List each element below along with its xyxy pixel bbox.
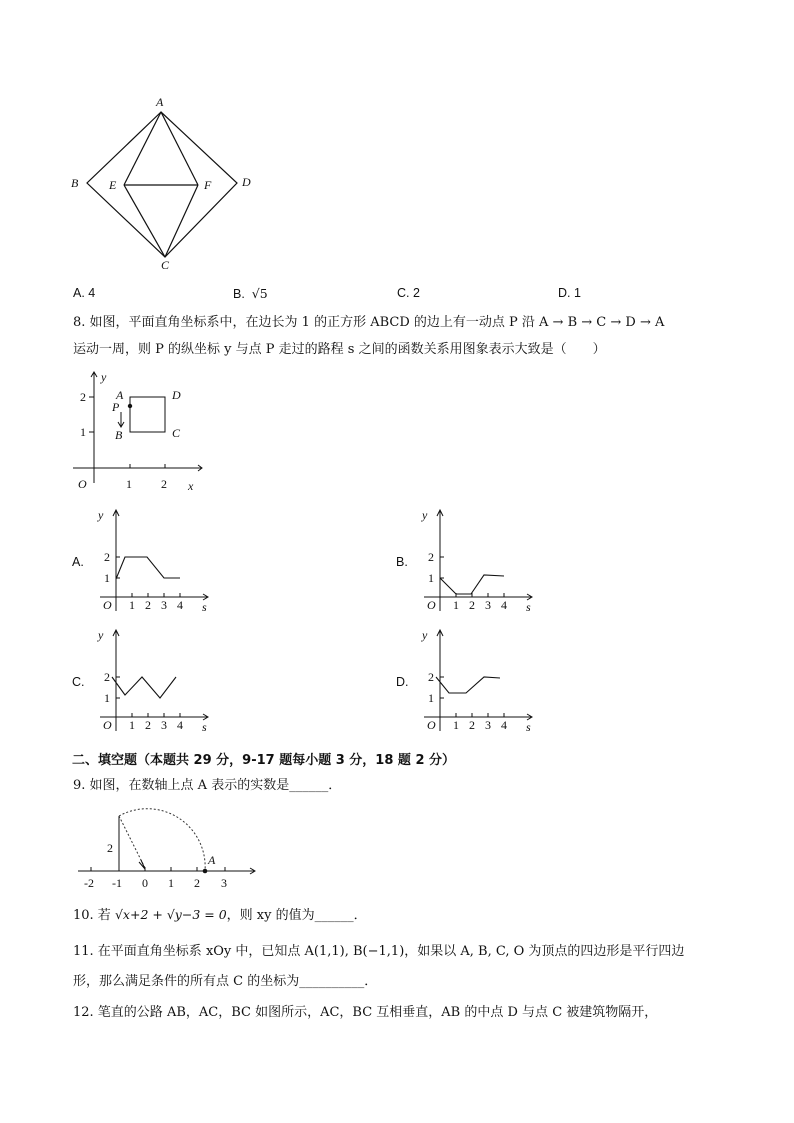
y-tick-label: 2 [104,550,110,564]
y-tick-label: 2 [428,670,434,684]
q8-fig-t2: 2 [80,390,86,404]
q8-graph-c-curve [112,677,176,698]
y-tick-label: 1 [104,571,110,585]
s-tick-label: 2 [145,718,151,732]
q8-graph-b-curve [440,575,504,594]
q9-question: 9. 如图，在数轴上点 A 表示的实数是______． [73,778,342,793]
s-tick-label: 1 [453,718,459,732]
q8-question-line1: 8. 如图，平面直角坐标系中，在边长为 1 的正方形 ABCD 的边上有一动点 P 沿 A → B → C → D → A [73,315,665,330]
q8-graph-d-letter[interactable]: D. [396,675,409,689]
q7-option-c[interactable]: C. 2 [397,286,420,300]
q7-option-b[interactable]: B. √5 [233,286,268,301]
q7-label-B: B [71,176,79,190]
s-tick-label: 4 [501,598,507,612]
y-axis-label: y [422,508,428,522]
s-tick-label: 4 [501,718,507,732]
q7-label-C: C [161,258,170,272]
q11-question-line2: 形，那么满足条件的所有点 C 的坐标为__________． [73,974,378,989]
q8-square-figure [70,368,210,496]
s-tick-label: 4 [177,718,183,732]
q8-fig-x1: 1 [126,477,132,491]
y-tick-label: 1 [428,691,434,705]
q8-graph-d[interactable] [414,625,544,737]
q11-question-line1: 11. 在平面直角坐标系 xOy 中，已知点 A(1,1), B(−1,1)，如果以 A, B, C, O 为顶点的四边形是平行四边 [73,944,685,959]
q9-tick-0: 0 [142,876,148,890]
q9-tick-2: 2 [194,876,200,890]
y-tick-label: 1 [428,571,434,585]
q7-label-A: A [156,95,164,109]
y-axis-label: y [422,628,428,642]
q7-label-F: F [204,178,212,192]
s-tick-label: 3 [485,598,491,612]
y-axis-label: y [98,628,104,642]
q8-graph-b-letter[interactable]: B. [396,555,408,569]
q8-fig-x: x [188,479,194,493]
y-tick-label: 2 [428,550,434,564]
s-tick-label: 1 [453,598,459,612]
y-tick-label: 2 [104,670,110,684]
q8-fig-P: P [112,400,120,414]
q10-question: 10. 若 √x+2 + √y−3 = 0，则 xy 的值为______． [73,907,367,923]
q12-question: 12. 笔直的公路 AB，AC，BC 如图所示，AC，BC 互相垂直，AB 的中点 D 与点 C 被建筑物隔开， [73,1005,658,1020]
origin-label: O [103,598,112,612]
q8-fig-t1: 1 [80,425,86,439]
s-tick-label: 4 [177,598,183,612]
s-tick-label: 3 [161,598,167,612]
q8-fig-C: C [172,426,181,440]
q7-option-a[interactable]: A. 4 [73,286,96,300]
q8-graph-a-letter[interactable]: A. [72,555,84,569]
q8-graph-c-letter[interactable]: C. [72,675,85,689]
s-tick-label: 2 [145,598,151,612]
s-tick-label: 1 [129,598,135,612]
q10-equation: √x+2 + √y−3 = 0 [114,907,227,922]
q9-tick-n2: -2 [84,876,94,890]
s-axis-label: s [526,720,531,734]
q9-tick-3: 3 [221,876,227,890]
s-axis-label: s [526,600,531,614]
q8-fig-B: B [115,428,123,442]
q7-label-D: D [242,175,251,189]
y-tick-label: 1 [104,691,110,705]
s-tick-label: 3 [161,718,167,732]
q8-fig-D: D [172,388,181,402]
y-axis-label: y [98,508,104,522]
q9-number-line [75,806,265,894]
q8-graph-a-curve [116,557,180,579]
q9-point-A: A [208,853,216,867]
q9-height-label: 2 [107,841,113,855]
origin-label: O [427,598,436,612]
q7-figure [60,90,270,275]
q8-fig-O: O [78,477,87,491]
s-axis-label: s [202,720,207,734]
s-tick-label: 2 [469,598,475,612]
q8-graph-b[interactable] [414,505,544,617]
q7-option-d[interactable]: D. 1 [558,286,581,300]
s-tick-label: 3 [485,718,491,732]
q8-question-line2: 运动一周，则 P 的纵坐标 y 与点 P 走过的路程 s 之间的函数关系用图象表示大致是（ ） [73,342,606,357]
s-tick-label: 1 [129,718,135,732]
origin-label: O [103,718,112,732]
q8-fig-A: A [116,388,124,402]
q9-tick-n1: -1 [112,876,122,890]
q9-tick-1: 1 [168,876,174,890]
origin-label: O [427,718,436,732]
q8-graph-d-curve [436,677,500,693]
q7-label-E: E [109,178,117,192]
q8-fig-x2: 2 [161,477,167,491]
q8-fig-y: y [101,370,107,384]
q8-graph-a[interactable] [90,505,220,617]
section-title: 二、填空题（本题共 29 分，9-17 题每小题 3 分，18 题 2 分） [72,753,456,768]
s-tick-label: 2 [469,718,475,732]
q8-graph-c[interactable] [90,625,220,737]
s-axis-label: s [202,600,207,614]
